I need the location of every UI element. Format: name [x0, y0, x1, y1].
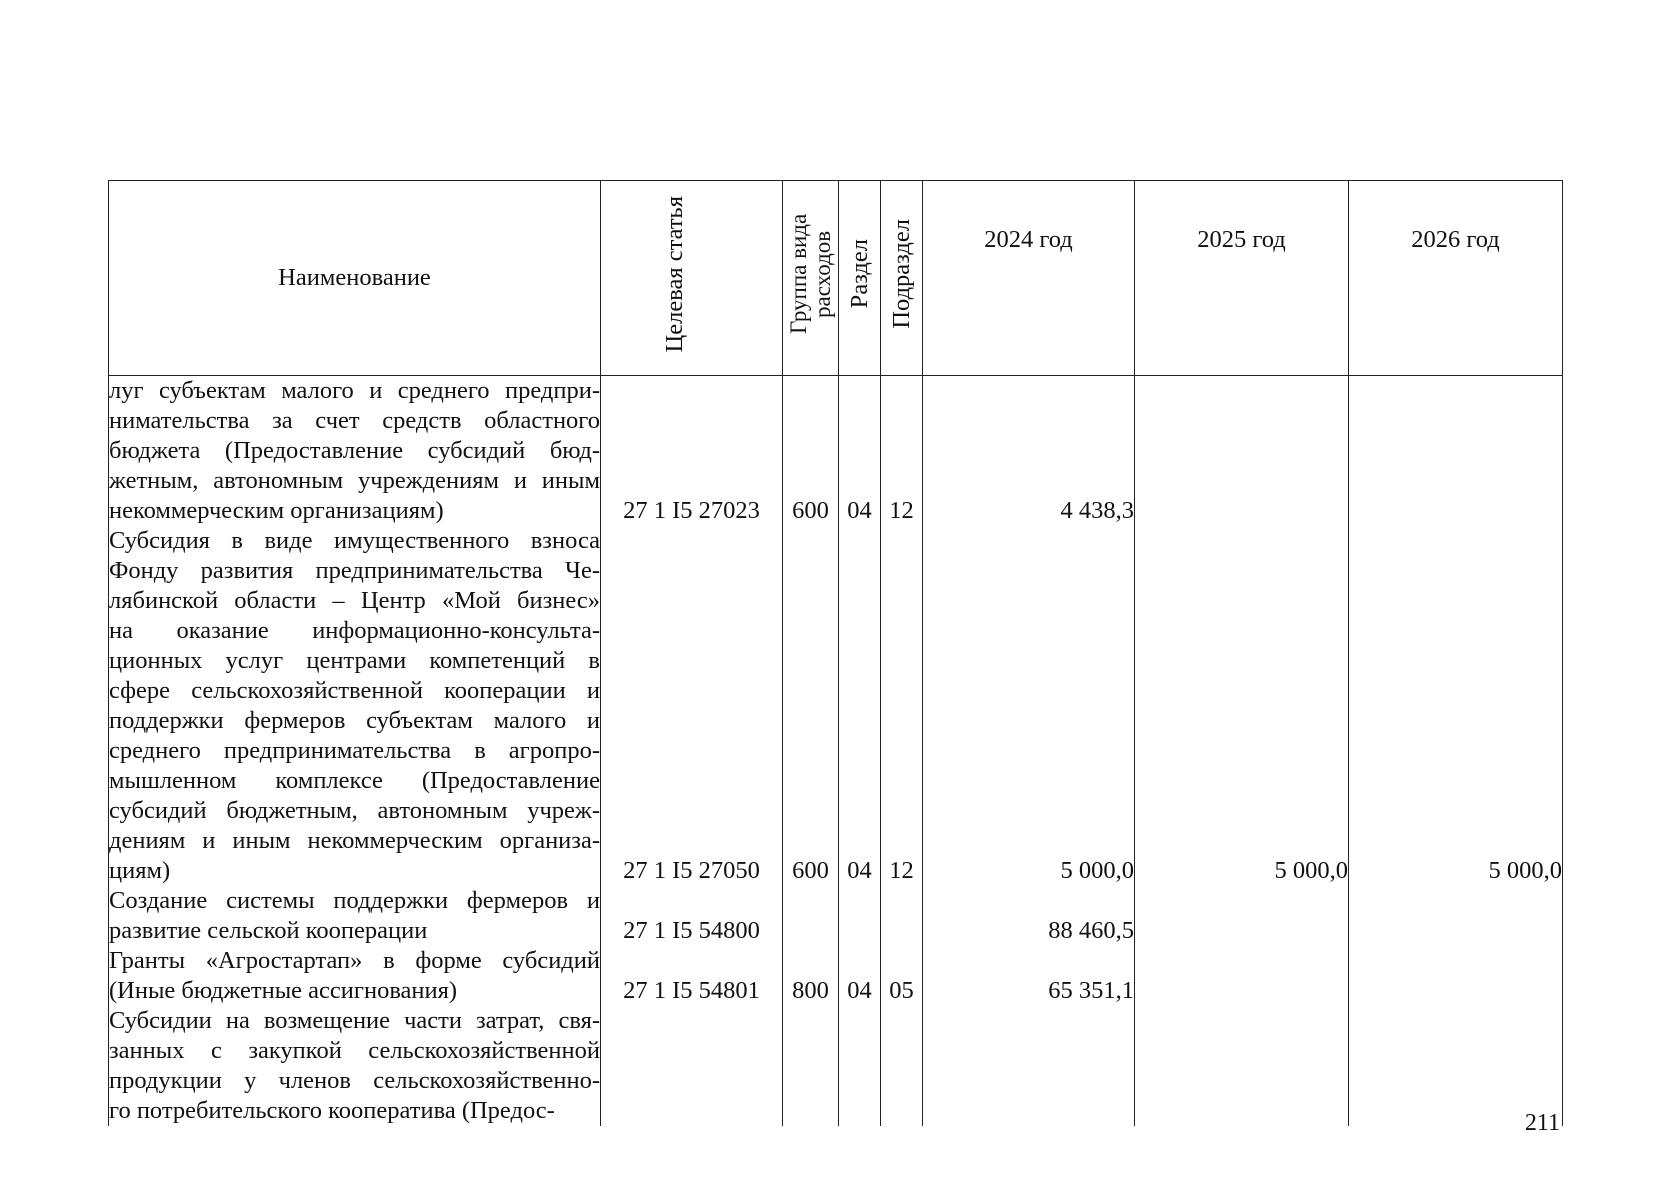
- header-target-article: Целевая статья: [601, 181, 783, 376]
- row-name-line: ционных услуг центрами компетенций в: [109, 647, 600, 674]
- row-amount-2024: 65 351,1: [923, 946, 1135, 1006]
- header-expense-group: Группа вида расходов: [783, 181, 839, 376]
- row-name: [109, 376, 601, 527]
- row-amount-2026: [1349, 886, 1563, 946]
- row-name-line: некоммерческим организациям): [109, 497, 444, 524]
- budget-table: [108, 180, 1563, 1126]
- header-section: Раздел: [839, 181, 881, 376]
- row-name-line: субсидий бюджетным, автономным учреж-: [109, 797, 600, 824]
- row-name-line: нимательства за счет средств областного: [109, 407, 600, 434]
- row-name-line: Субсидии на возмещение части затрат, свя-: [109, 1007, 600, 1034]
- row-amount-2024: 5 000,0: [923, 526, 1135, 886]
- header-subsection: Подраздел: [881, 181, 923, 376]
- row-amount-2025: 5 000,0: [1135, 526, 1349, 886]
- row-name-line: Субсидия в виде имущественного взноса: [109, 527, 600, 554]
- row-name-line: циям): [109, 857, 171, 884]
- row-subsection: 12: [881, 526, 923, 886]
- row-subsection: 12: [881, 376, 923, 527]
- row-subsection: [881, 886, 923, 946]
- row-amount-2025: [1135, 376, 1349, 527]
- row-target-article: 27 1 I5 27023: [601, 376, 783, 527]
- row-name-line: лябинской области – Центр «Мой бизнес»: [109, 587, 600, 614]
- header-year-2025: 2025 год: [1135, 181, 1349, 376]
- row-expense-group: 800: [783, 946, 839, 1006]
- row-amount-2024: 4 438,3: [923, 376, 1135, 527]
- row-amount-2025: [1135, 886, 1349, 946]
- row-name-line: Гранты «Агростартап» в форме субсидий: [109, 947, 600, 974]
- row-expense-group: [783, 1006, 839, 1126]
- table-row: [109, 1006, 1563, 1126]
- row-name-line: (Иные бюджетные ассигнования): [109, 977, 458, 1004]
- row-name-line: го потребительского кооператива (Предос-: [109, 1097, 555, 1124]
- row-name-line: мышленном комплексе (Предоставление: [109, 767, 600, 794]
- row-name-line: поддержки фермеров субъектам малого и: [109, 707, 600, 734]
- row-expense-group: 600: [783, 376, 839, 527]
- row-target-article: 27 1 I5 27050: [601, 526, 783, 886]
- row-name-line: продукции у членов сельскохозяйственно-: [109, 1067, 600, 1094]
- table-row: [109, 526, 1563, 886]
- row-name: [109, 526, 601, 886]
- header-year-2026: 2026 год: [1349, 181, 1563, 376]
- row-name-line: луг субъектам малого и среднего предпри-: [109, 377, 600, 404]
- row-section: 04: [839, 526, 881, 886]
- row-subsection: 05: [881, 946, 923, 1006]
- row-subsection: [881, 1006, 923, 1126]
- row-name-line: на оказание информационно-консульта-: [109, 617, 600, 644]
- row-amount-2024: 88 460,5: [923, 886, 1135, 946]
- row-name-line: Создание системы поддержки фермеров и: [109, 887, 600, 914]
- row-amount-2026: 5 000,0: [1349, 526, 1563, 886]
- table-body: [109, 376, 1563, 1127]
- row-amount-2026: [1349, 376, 1563, 527]
- row-section: [839, 1006, 881, 1126]
- row-expense-group: 600: [783, 526, 839, 886]
- row-name: [109, 886, 601, 946]
- row-amount-2026: [1349, 946, 1563, 1006]
- row-amount-2025: [1135, 1006, 1349, 1126]
- page-number: 211: [1524, 1110, 1560, 1136]
- header-name: Наименование: [109, 181, 601, 376]
- row-name-line: среднего предпринимательства в агропро-: [109, 737, 600, 764]
- table-row: [109, 946, 1563, 1006]
- row-section: 04: [839, 946, 881, 1006]
- row-amount-2025: [1135, 946, 1349, 1006]
- row-target-article: 27 1 I5 54800: [601, 886, 783, 946]
- row-amount-2026: [1349, 1006, 1563, 1126]
- table-row: [109, 886, 1563, 946]
- row-name-line: Фонду развития предпринимательства Че-: [109, 557, 600, 584]
- row-target-article: 27 1 I5 54801: [601, 946, 783, 1006]
- row-name-line: сфере сельскохозяйственной кооперации и: [109, 677, 600, 704]
- row-name-line: жетным, автономным учреждениям и иным: [109, 467, 600, 494]
- row-name-line: бюджета (Предоставление субсидий бюд-: [109, 437, 600, 464]
- table-row: [109, 376, 1563, 527]
- row-section: 04: [839, 376, 881, 527]
- row-amount-2024: [923, 1006, 1135, 1126]
- row-target-article: [601, 1006, 783, 1126]
- row-name-line: занных с закупкой сельскохозяйственной: [109, 1037, 600, 1064]
- row-section: [839, 886, 881, 946]
- row-name-line: дениям и иным некоммерческим организа-: [109, 827, 600, 854]
- row-name: [109, 946, 601, 1006]
- row-expense-group: [783, 886, 839, 946]
- row-name-line: развитие сельской кооперации: [109, 917, 428, 944]
- header-year-2024: 2024 год: [923, 181, 1135, 376]
- table-header: [109, 181, 1563, 376]
- row-name: [109, 1006, 601, 1126]
